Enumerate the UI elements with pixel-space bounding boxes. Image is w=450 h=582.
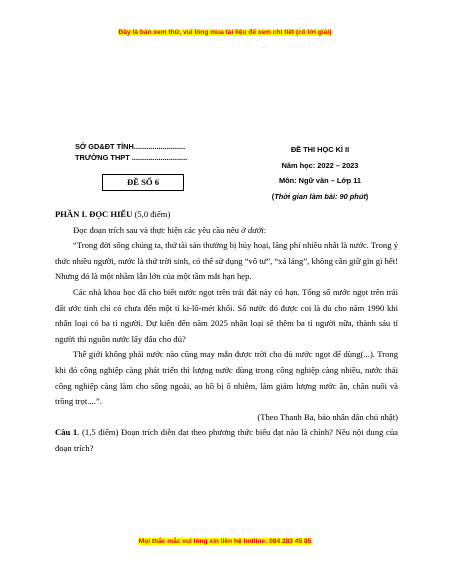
section-heading (55, 207, 398, 223)
hotline-banner-text: Mọi thắc mắc vui lòng xin liên hệ hotline: 084 283 45 85 (138, 538, 312, 545)
passage-paragraph-2: Các nhà khoa học đã cho biết nước ngọt trên trái đất này có hạn. Tổng số nước ngọt trên trái đất ước tính chỉ có chưa đến một tỉ ki-lô-mét khối. Số nước đó được coi là đủ cho năm 1990 khi nhân loại có ba tỉ người. Dự kiến đến năm 2025 nhân loại sẽ thêm ba tỉ người nữa, thành sáu tỉ người thì nguồn nước lấy đâu cho đủ? (55, 286, 398, 344)
question-1-label: Câu 1 (55, 427, 78, 438)
instruction (55, 223, 398, 239)
time-limit-text: Thời gian làm bài: 90 phút (274, 191, 366, 201)
instruction-main: Đọc đoạn trích sau và thực hiện các yêu cầu nêu (73, 224, 242, 235)
department-name: SỞ GD&ĐT TỈNH......................... (75, 142, 186, 151)
instruction-end: : (263, 224, 267, 235)
time-limit-open: ( (271, 191, 275, 201)
header-left (75, 142, 187, 163)
section-score: (5,0 điểm) (132, 209, 171, 219)
preview-banner-text: Đây là bản xem thử, vui lòng mua tài liệu để xem chi tiết (có lời giải) (118, 29, 332, 36)
time-limit (255, 189, 385, 205)
preview-banner (0, 29, 450, 36)
passage-paragraph-1: “Trong đời sống chúng ta, thứ tài sản thường bị hủy hoại, lãng phí nhiều nhất là nước. Trong ý thức nhiều người, nước là thứ trời sinh, có thể sử dụng “vô tư”, “xả láng”, không cần giữ gìn gì hết! Nhưng đó là một nhầm lẫn lớn của một tầm mắt hạn hẹp. (55, 240, 398, 282)
passage-source: (Theo Thanh Ba, báo nhân dân chủ nhật) (257, 411, 398, 422)
exam-code-box: ĐỀ SỐ 6 (102, 174, 184, 191)
question-1-text: . (1,5 điểm) Đoạn trích diễn đạt theo phương thức biểu đạt nào là chính? Nêu nội dung của đoạn trích? (55, 427, 398, 453)
header-right (255, 142, 385, 204)
exam-title: ĐỀ THI HỌC KÌ II (290, 145, 350, 154)
hotline-banner (0, 538, 450, 545)
question-1 (55, 425, 398, 456)
school-name: TRƯỜNG THPT ........................... (75, 152, 188, 162)
time-limit-close: ) (365, 191, 369, 201)
school-year: Năm học: 2022 – 2023 (281, 160, 359, 170)
section-title: PHẦN I. ĐỌC HIỂU (55, 209, 133, 219)
passage-paragraph-3: Thế giới không phải nước nào cũng may mắn được trời cho đủ nước ngọt để dùng(...). Trong khi đó công nghiệp càng phát triển thì lượng nước dùng trong công nghiệp càng nhiều, nước thải công nghiệp càng làm cho sông ngoài, ao hồ bị ô nhiễm, làm giảm lượng nước ăn, chăn nuôi và trồng trọt....”. (55, 349, 398, 407)
exam-body (55, 207, 398, 457)
instruction-emphasis: ở dưới (241, 224, 264, 235)
subject-line: Môn: Ngữ văn – Lớp 11 (278, 176, 362, 185)
